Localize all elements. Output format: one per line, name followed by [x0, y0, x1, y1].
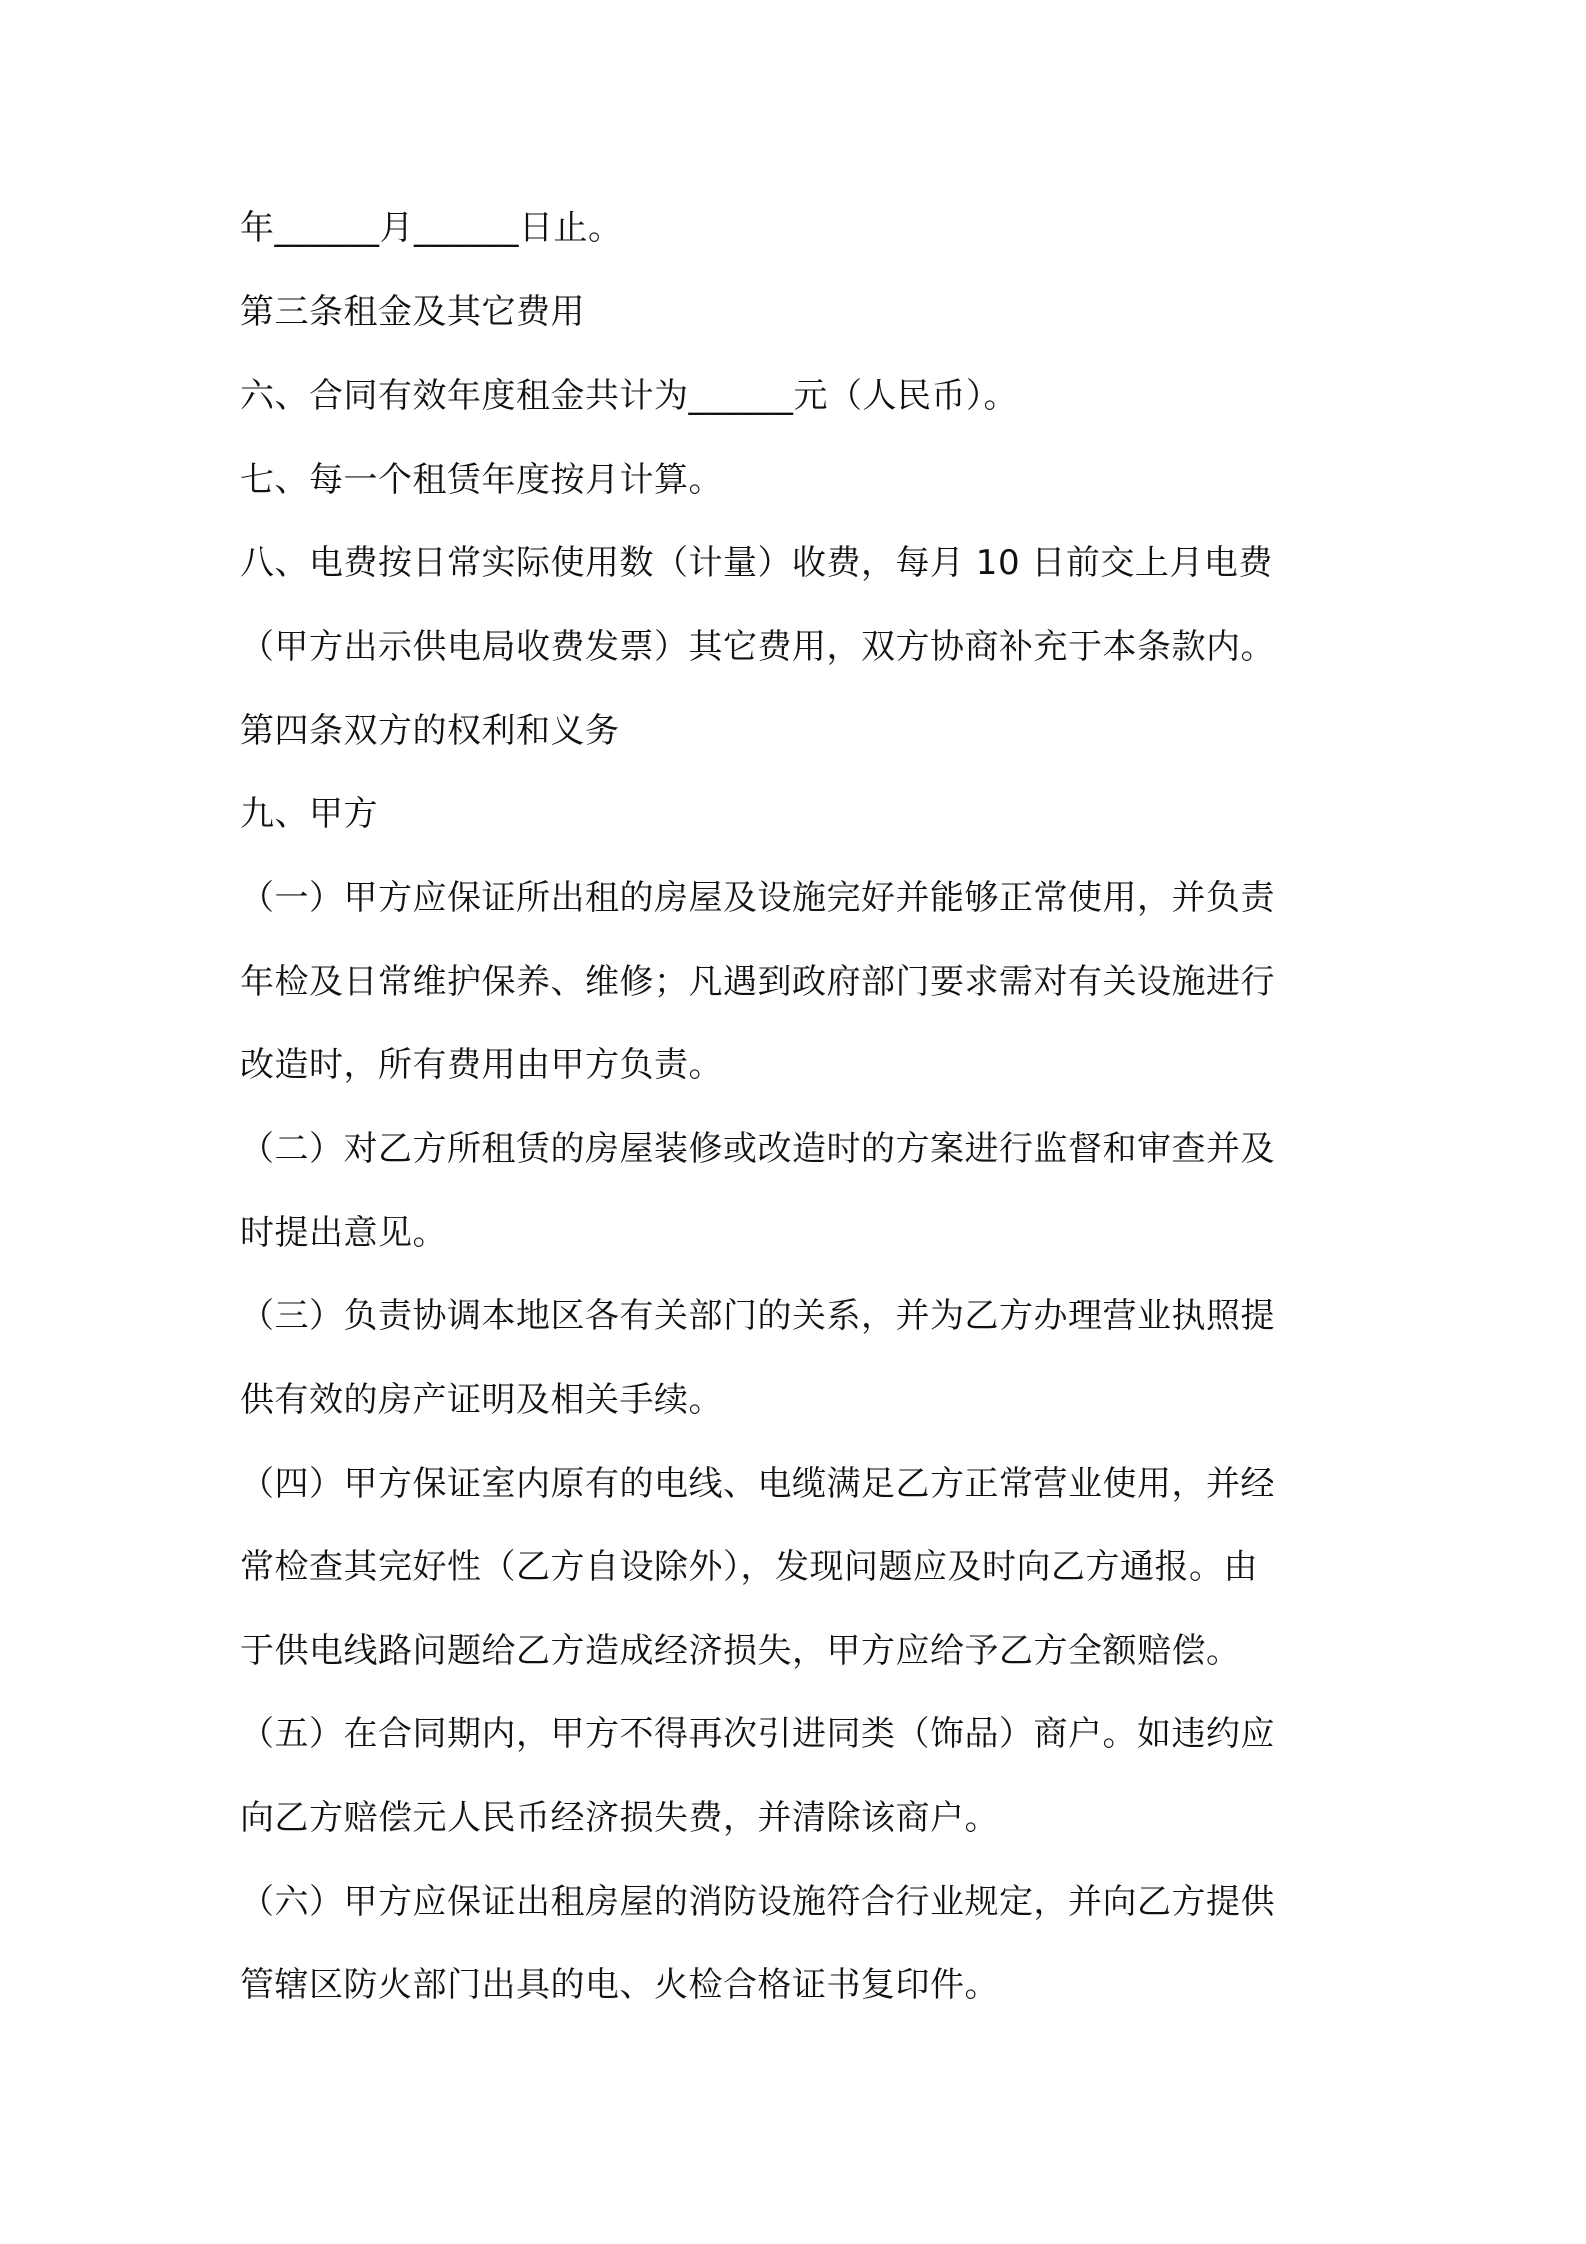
- text-line: 九、甲方: [240, 794, 378, 834]
- text-line: （四）甲方保证室内原有的电线、电缆满足乙方正常营业使用，并经: [240, 1464, 1275, 1504]
- text-line: 时提出意见。: [240, 1213, 447, 1253]
- section-heading: 第三条租金及其它费用: [240, 292, 585, 332]
- text-line: 于供电线路问题给乙方造成经济损失，甲方应给予乙方全额赔偿。: [240, 1631, 1241, 1671]
- text-line: 年检及日常维护保养、维修；凡遇到政府部门要求需对有关设施进行: [240, 962, 1275, 1002]
- text-line: 七、每一个租赁年度按月计算。: [240, 460, 723, 500]
- text-line: 向乙方赔偿元人民币经济损失费，并清除该商户。: [240, 1798, 999, 1838]
- text-line: （五）在合同期内，甲方不得再次引进同类（饰品）商户。如违约应: [240, 1714, 1275, 1754]
- text-line: （甲方出示供电局收费发票）其它费用，双方协商补充于本条款内。: [240, 627, 1275, 667]
- text-line: 年______月______日止。: [240, 208, 623, 248]
- text-line: 六、合同有效年度租金共计为______元（人民币）。: [240, 376, 1018, 416]
- text-line: （六）甲方应保证出租房屋的消防设施符合行业规定，并向乙方提供: [240, 1882, 1275, 1922]
- section-heading: 第四条双方的权利和义务: [240, 711, 620, 751]
- text-line: 供有效的房产证明及相关手续。: [240, 1380, 723, 1420]
- text-line: 八、电费按日常实际使用数（计量）收费，每月 10 日前交上月电费: [240, 543, 1273, 583]
- text-line: （三）负责协调本地区各有关部门的关系，并为乙方办理营业执照提: [240, 1296, 1275, 1336]
- text-line: 管辖区防火部门出具的电、火检合格证书复印件。: [240, 1965, 999, 2005]
- text-line: 改造时，所有费用由甲方负责。: [240, 1045, 723, 1085]
- text-line: （一）甲方应保证所出租的房屋及设施完好并能够正常使用，并负责: [240, 878, 1275, 918]
- text-line: 常检查其完好性（乙方自设除外），发现问题应及时向乙方通报。由: [240, 1547, 1258, 1587]
- text-line: （二）对乙方所租赁的房屋装修或改造时的方案进行监督和审查并及: [240, 1129, 1275, 1169]
